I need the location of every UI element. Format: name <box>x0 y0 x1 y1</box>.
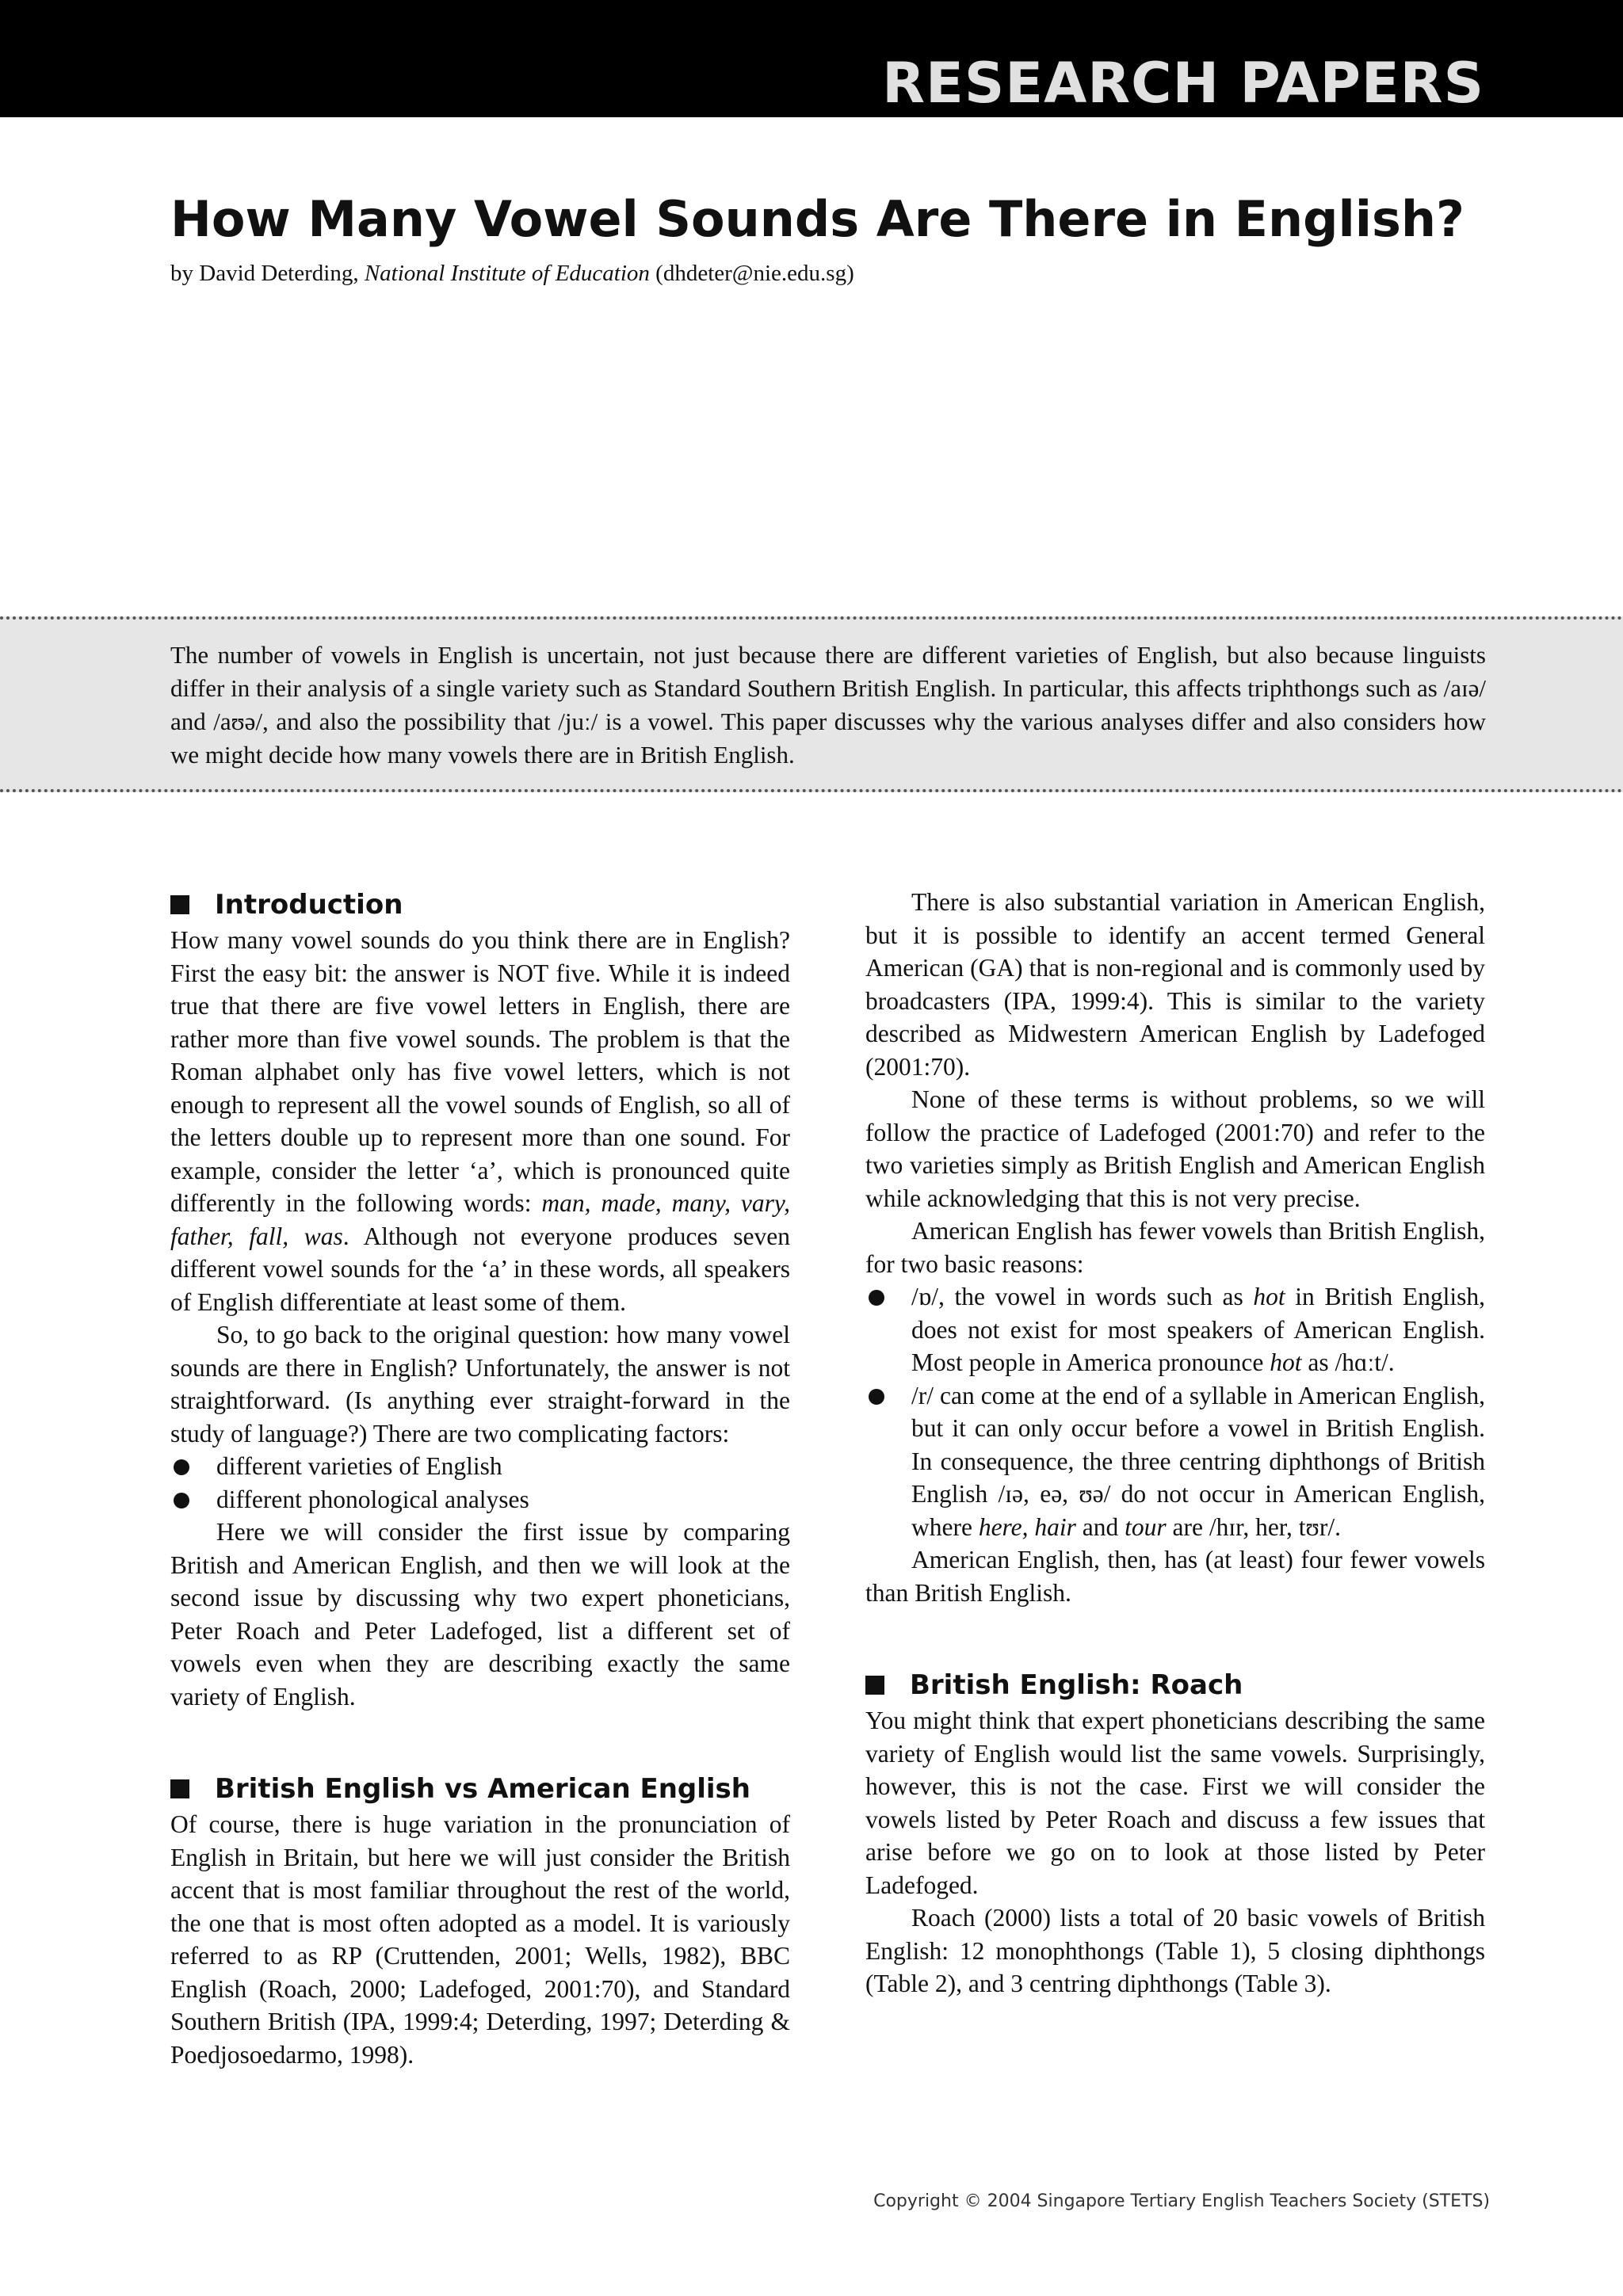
introduction-heading-text: Introduction <box>215 889 403 921</box>
list-item-text: different varieties of English <box>216 1452 502 1480</box>
square-bullet-icon <box>170 895 189 914</box>
list-text-a: /r/ can come at the end of a syllable in American English, but it can only occur before a vowel in British English. In consequence, the three centring diphthongs of British English /ɪə, eə, ʊə/ do not occur in American English, where <box>911 1381 1485 1541</box>
byline <box>170 255 854 292</box>
reasons-list <box>865 1280 1485 1543</box>
list-item <box>170 1483 790 1516</box>
intro-p1-example-words: man, made, many, vary, father, fall, was <box>170 1189 791 1250</box>
list-example-word: here, hair <box>978 1512 1076 1541</box>
list-text-b: and <box>1075 1512 1125 1541</box>
bullet-dot-icon <box>174 1459 189 1475</box>
bre-vs-ame-heading <box>170 1770 790 1808</box>
roach-heading-text: British English: Roach <box>910 1669 1243 1701</box>
article-title: How Many Vowel Sounds Are There in English? <box>170 190 1465 248</box>
introduction-heading <box>170 886 790 924</box>
bre-vs-ame-heading-text: British English vs American English <box>215 1773 750 1805</box>
intro-p1-text-b: . Although not everyone produces seven different vowel sounds for the ‘a’ in these words, all speakers of English differentiate at least some of them. <box>170 1222 790 1316</box>
bre-vs-ame-paragraph-3: None of these terms is without problems, so we will follow the practice of Ladefoged (2001:70) and refer to the two varieties simply as British English and American English while acknowledging that this is not very precise. <box>865 1085 1485 1212</box>
bullet-dot-icon <box>174 1493 189 1508</box>
byline-institution: National Institute of Education <box>364 261 650 286</box>
list-example-word: hot <box>1270 1348 1302 1376</box>
list-item <box>865 1280 1485 1379</box>
intro-paragraph-2: So, to go back to the original question: how many vowel sounds are there in English? Unfortunately, the answer is not straightforward. (Is anything ever straight-forward in the study of language?) There are two complicating factors: <box>170 1321 790 1447</box>
header-bar <box>0 0 1623 117</box>
list-text-b: in British English, does not exist for most speakers of American English. Most people in America pronounce <box>911 1283 1485 1376</box>
bullet-dot-icon <box>869 1389 884 1405</box>
list-item <box>865 1379 1485 1544</box>
bre-vs-ame-paragraph-2: There is also substantial variation in American English, but it is possible to identify an accent termed General American (GA) that is non-regional and is commonly used by broadcasters (IPA, 1999:4). This is similar to the variety described as Midwestern American English by Ladefoged (2001:70). <box>865 888 1485 1081</box>
intro-p1-text-a: How many vowel sounds do you think there are in English? First the easy bit: the answer is NOT five. While it is indeed true that there are five vowel letters in English, there are rather more than five vowel sounds. The problem is that the Roman alphabet only has five vowel letters, which is not enough to represent all the vowel sounds of English, so all of the letters double up to represent more than one sound. For example, consider the letter ‘a’, which is pronounced quite differently in the following words: <box>170 926 790 1217</box>
abstract-text: The number of vowels in English is uncertain, not just because there are different varieties of English, but also because linguists differ in their analysis of a single variety such as Standard Southern British English. In particular, this affects triphthongs such as /aɪə/ and /aʊə/, and also the possibility that /juː/ is a vowel. This paper discusses why the various analyses differ and also considers how we might decide how many vowels there are in British English. <box>170 641 1486 769</box>
byline-author: by David Deterding, <box>170 261 365 286</box>
list-text-a: /ɒ/, the vowel in words such as <box>911 1283 1254 1310</box>
bre-vs-ame-paragraph-1: Of course, there is huge variation in the pronunciation of English in Britain, but here we will just consider the British accent that is most familiar throughout the rest of the world, the one that is most often adopted as a model. It is variously referred to as RP (Cruttenden, 2001; Wells, 1982), BBC English (Roach, 2000; Ladefoged, 2001:70), and Standard Southern British (IPA, 1999:4; Deterding, 1997; Deterding & Poedjosoedarmo, 1998). <box>170 1810 790 2069</box>
bre-vs-ame-paragraph-5: American English, then, has (at least) four fewer vowels than British English. <box>865 1546 1485 1607</box>
list-example-word: hot <box>1253 1283 1285 1310</box>
byline-email: (dhdeter@nie.edu.sg) <box>649 261 854 286</box>
square-bullet-icon <box>865 1676 884 1695</box>
complicating-factors-list <box>170 1450 790 1516</box>
list-example-word: tour <box>1125 1512 1167 1541</box>
abstract-box <box>0 616 1623 792</box>
roach-paragraph-1: You might think that expert phoneticians describing the same variety of English would list the same vowels. Surprisingly, however, this is not the case. First we will consider the vowels listed by Peter Roach and discuss a few issues that arise before we go on to look at those listed by Peter Ladefoged. <box>865 1707 1485 1899</box>
list-item-text: different phonological analyses <box>216 1485 529 1513</box>
square-bullet-icon <box>170 1779 189 1798</box>
list-item <box>170 1450 790 1483</box>
roach-paragraph-2: Roach (2000) lists a total of 20 basic vowels of British English: 12 monophthongs (Table 1), 5 closing diphthongs (Table 2), and 3 centring diphthongs (Table 3). <box>865 1904 1485 1997</box>
list-text-c: as /hɑːt/. <box>1301 1348 1395 1376</box>
list-text-c: are /hɪr, her, tʊr/. <box>1166 1512 1341 1541</box>
left-column <box>170 886 790 2071</box>
bre-vs-ame-paragraph-4: American English has fewer vowels than British English, for two basic reasons: <box>865 1217 1485 1278</box>
bullet-dot-icon <box>869 1290 884 1306</box>
intro-paragraph-1 <box>170 924 790 1318</box>
copyright-notice: Copyright © 2004 Singapore Tertiary English Teachers Society (STETS) <box>873 2191 1490 2211</box>
roach-heading <box>865 1666 1485 1704</box>
right-column <box>865 886 1485 2000</box>
intro-paragraph-3: Here we will consider the first issue by comparing British and American English, and then we will look at the second issue by discussing why two expert phoneticians, Peter Roach and Peter Ladefoged, list a different set of vowels even when they are describing exactly the same variety of English. <box>170 1518 790 1711</box>
section-label: RESEARCH PAPERS <box>882 51 1484 116</box>
